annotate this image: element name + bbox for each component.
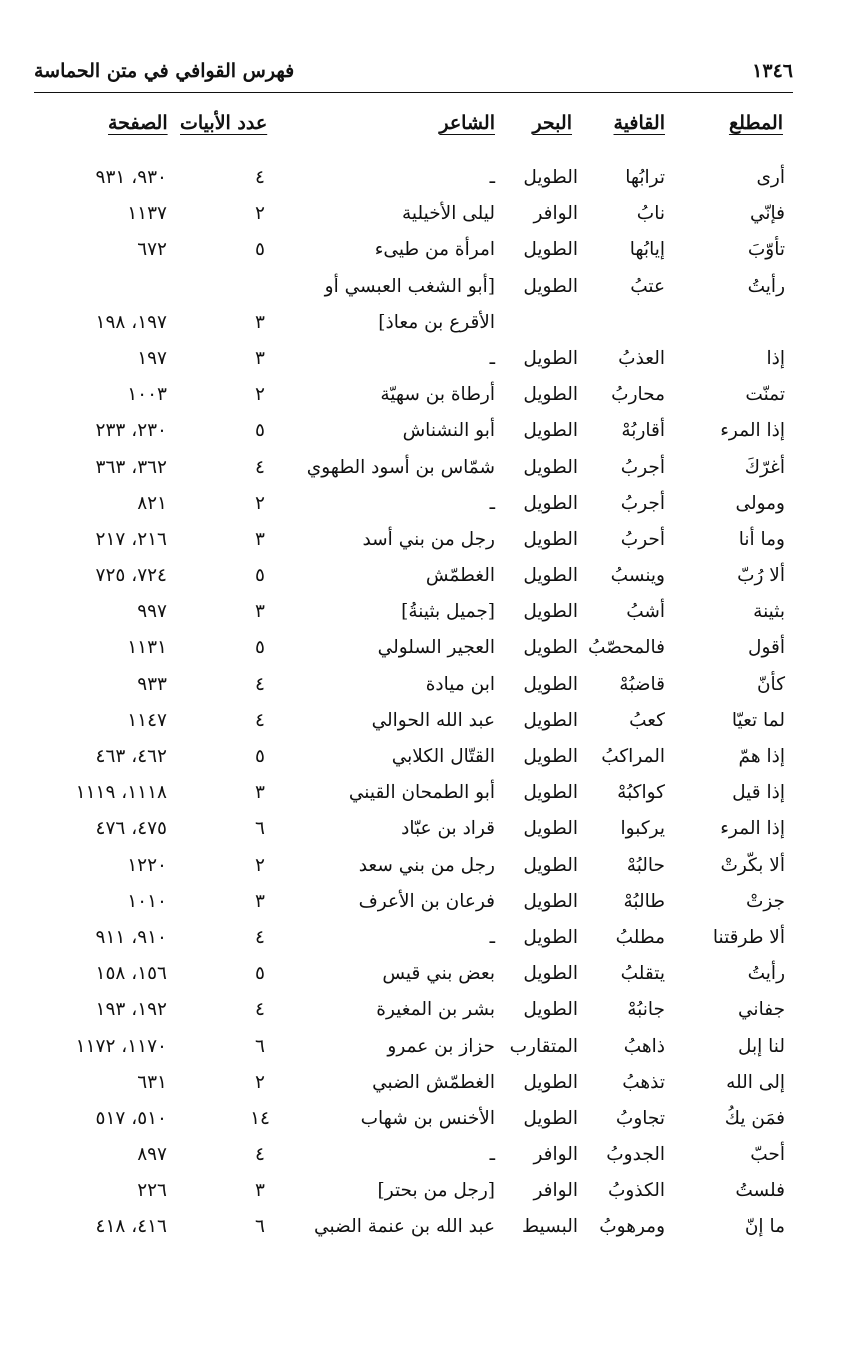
page-number: ١٣٤٦ (752, 60, 793, 82)
page-refs: ١١٣١ (127, 637, 167, 659)
table-row (0, 667, 855, 703)
table-row (0, 196, 855, 232)
meter: الطويل (523, 601, 578, 623)
verse-count: ٤ (255, 456, 265, 478)
rhyme-word: كعبُ (629, 709, 665, 731)
table-row (0, 1101, 855, 1137)
rhyme-word: أجربُ (620, 456, 665, 478)
verse-count: ٤ (255, 673, 265, 695)
meter: الطويل (523, 528, 578, 550)
table-row (0, 1173, 855, 1209)
meter: البسيط (521, 1216, 578, 1238)
meter: الطويل (523, 890, 578, 912)
header-rule (34, 92, 793, 93)
table-row (0, 558, 855, 594)
verse-count: ٤ (255, 999, 265, 1021)
meter: الطويل (523, 999, 578, 1021)
verse-count: ٦ (255, 1035, 265, 1057)
meter: الطويل (523, 926, 578, 948)
first-word: رأيتُ (747, 275, 785, 297)
verse-count: ٥ (255, 637, 265, 659)
verse-count: ٤ (255, 167, 265, 188)
meter: الوافر (533, 1180, 578, 1202)
verse-count: ٥ (255, 565, 265, 587)
table-row (0, 377, 855, 413)
table-row (0, 775, 855, 811)
meter: المتقارب (509, 1035, 578, 1057)
verse-count: ٢ (255, 854, 265, 876)
verse-count: ٣ (255, 1180, 265, 1202)
poet: الأقرع بن معاذ] (378, 311, 495, 333)
page-refs: ٤١٦، ٤١٨ (95, 1216, 167, 1238)
meter: الطويل (523, 492, 578, 514)
table-row (0, 884, 855, 920)
rhyme-word: مطلبُ (615, 926, 665, 948)
first-word: جفاني (738, 999, 785, 1021)
first-word: فمَن يكُ (724, 1107, 785, 1129)
poet: [رجل من بحتر] (377, 1180, 495, 1202)
page-refs: ١٩٧ (137, 347, 167, 369)
table-row (0, 920, 855, 956)
page-refs: ٧٢٤، ٧٢٥ (95, 565, 167, 587)
running-title: فهرس القوافي في متن الحماسة (34, 60, 295, 82)
page-refs: ٤٦٢، ٤٦٣ (95, 746, 167, 767)
meter: الطويل (523, 782, 578, 804)
rhyme-word: وينسبُ (610, 565, 665, 587)
rhyme-word: محاربُ (611, 384, 665, 406)
table-row (0, 956, 855, 992)
first-word: فإنّي (749, 203, 785, 225)
page-refs: ١٥٦، ١٥٨ (95, 963, 167, 985)
poet: امرأة من طيىء (374, 239, 495, 261)
verse-count: ٣ (255, 890, 265, 912)
poet: عبد الله الحوالي (371, 709, 495, 731)
rhyme-word: أجربُ (620, 492, 665, 514)
table-row (0, 992, 855, 1028)
verse-count: ٥ (255, 746, 265, 767)
page-refs: ٣٦٢، ٣٦٣ (95, 456, 167, 478)
first-word: كأنّ (756, 673, 785, 695)
page-refs: ١٠٠٣ (127, 384, 167, 406)
page-refs: ١٩٢، ١٩٣ (95, 999, 167, 1021)
verse-count: ٣ (255, 528, 265, 550)
first-word: تأوّبَ (747, 239, 785, 261)
table-row (0, 1065, 855, 1101)
first-word: جزتْ (745, 890, 785, 912)
table-row (0, 630, 855, 666)
verse-count: ٦ (255, 1216, 265, 1238)
table-row (0, 811, 855, 847)
poet: ـ (489, 926, 495, 948)
table-row (0, 341, 855, 377)
rhyme-word: ومرهوبُ (599, 1216, 665, 1238)
rhyme-word: حالبُهْ (626, 854, 665, 876)
table-row (0, 232, 855, 268)
first-word: ما إنّ (744, 1216, 785, 1238)
first-word: تمنّت (745, 384, 785, 406)
verse-count: ٣ (255, 782, 265, 804)
first-word: لنا إبل (737, 1035, 785, 1057)
meter: الطويل (523, 963, 578, 985)
page-refs: ٤٧٥، ٤٧٦ (95, 818, 167, 840)
page-refs: ٢٢٦ (137, 1180, 167, 1202)
meter: الطويل (523, 167, 578, 188)
meter: الطويل (523, 1107, 578, 1129)
first-word: أحبّ (750, 1144, 785, 1166)
page-refs: ١١١٨، ١١١٩ (75, 782, 167, 804)
rhyme-word: الجدوبُ (606, 1144, 665, 1166)
page-refs: ١٩٧، ١٩٨ (95, 311, 167, 333)
meter: الوافر (533, 203, 578, 225)
column-header-shaer: الشاعر (439, 112, 495, 134)
rhyme-word: يركبوا (620, 818, 665, 840)
verse-count: ٥ (255, 963, 265, 985)
first-word: إذا (766, 347, 785, 369)
page-refs: ٨٩٧ (137, 1144, 167, 1166)
page-refs: ٩١٠، ٩١١ (95, 926, 167, 948)
poet: أبو النشناش (402, 420, 495, 442)
first-word: أرى (756, 167, 785, 188)
meter: الطويل (523, 709, 578, 731)
page-refs: ١١٤٧ (127, 709, 167, 731)
index-table (0, 160, 855, 1246)
first-word: إذا المرء (720, 818, 785, 840)
table-row (0, 522, 855, 558)
meter: الطويل (523, 1071, 578, 1093)
page-refs: ١١٣٧ (127, 203, 167, 225)
table-row (0, 703, 855, 739)
rhyme-word: كواكبُهْ (617, 782, 665, 804)
page-refs: ٩٣٠، ٩٣١ (95, 167, 167, 188)
table-row (0, 450, 855, 486)
page-refs: ١٠١٠ (127, 890, 167, 912)
poet: بشر بن المغيرة (376, 999, 495, 1021)
table-row (0, 486, 855, 522)
rhyme-word: الكذوبُ (607, 1180, 665, 1202)
first-word: إذا همّ (738, 746, 785, 767)
poet: [جميل بثينةُ] (401, 601, 495, 623)
table-row (0, 1209, 855, 1245)
poet: فرعان بن الأعرف (358, 890, 495, 912)
poet: ليلى الأخيلية (402, 203, 495, 225)
table-row (0, 1029, 855, 1065)
column-header-qafiya: القافية (613, 112, 665, 134)
rhyme-word: عتبُ (630, 275, 665, 297)
first-word: لما تعيّا (731, 709, 785, 731)
poet: رجل من بني أسد (362, 528, 495, 550)
rhyme-word: تذهبُ (622, 1071, 665, 1093)
verse-count: ٢ (255, 1071, 265, 1093)
column-header-count: عدد الأبيات (180, 112, 268, 134)
verse-count: ٥ (255, 239, 265, 261)
table-row (0, 848, 855, 884)
table-row (0, 413, 855, 449)
meter: الطويل (523, 854, 578, 876)
poet: أبو الطمحان القيني (348, 782, 495, 804)
verse-count: ٤ (255, 926, 265, 948)
meter: الطويل (523, 565, 578, 587)
rhyme-word: قاضبُهْ (619, 673, 665, 695)
column-header-matla: المطلع (728, 112, 783, 134)
rhyme-word: تجاوبُ (615, 1107, 665, 1129)
page-refs: ٢٣٠، ٢٣٣ (95, 420, 167, 442)
page-refs: ١٢٢٠ (127, 854, 167, 876)
poet: ابن ميادة (425, 673, 495, 695)
table-row (0, 594, 855, 630)
poet: ـ (489, 492, 495, 514)
verse-count: ٢ (255, 384, 265, 406)
first-word: أغرّكَ (744, 456, 785, 478)
page-refs: ٦٧٢ (137, 239, 167, 261)
meter: الطويل (523, 347, 578, 369)
rhyme-word: يتقلبُ (620, 963, 665, 985)
meter: الطويل (523, 637, 578, 659)
page-refs: ٩٩٧ (137, 601, 167, 623)
rhyme-word: ترابُها (625, 167, 665, 188)
first-word: ألا بكّرتْ (720, 854, 785, 876)
verse-count: ٣ (255, 347, 265, 369)
rhyme-word: طالبُهْ (623, 890, 665, 912)
poet: رجل من بني سعد (358, 854, 495, 876)
poet: [أبو الشغب العبسي أو (324, 275, 495, 297)
rhyme-word: إيابُها (629, 239, 665, 261)
poet: أرطاة بن سهيّة (380, 384, 495, 406)
meter: الطويل (523, 673, 578, 695)
poet: عبد الله بن عنمة الضبي (314, 1216, 495, 1238)
column-header-bahr: البحر (532, 112, 572, 134)
rhyme-word: فالمحصّبُ (588, 637, 665, 659)
verse-count: ٤ (255, 709, 265, 731)
rhyme-word: العذبُ (618, 347, 665, 369)
rhyme-word: المراكبُ (601, 746, 665, 767)
table-row (0, 160, 855, 196)
meter: الطويل (523, 818, 578, 840)
poet: قراد بن عبّاد (401, 818, 495, 840)
poet: بعض بني قيس (382, 963, 495, 985)
rhyme-word: أقاربُهْ (621, 420, 665, 442)
verse-count: ٣ (255, 311, 265, 333)
first-word: وما أنا (738, 528, 785, 550)
verse-count: ٣ (255, 601, 265, 623)
first-word: إلى الله (726, 1071, 785, 1093)
table-row (0, 1137, 855, 1173)
first-word: ومولى (735, 492, 785, 514)
first-word: رأيتُ (747, 963, 785, 985)
first-word: ألا طرقتنا (712, 926, 785, 948)
page-refs: ٨٢١ (137, 492, 167, 514)
rhyme-word: أحربُ (620, 528, 665, 550)
meter: الطويل (523, 746, 578, 767)
first-word: إذا قيل (732, 782, 785, 804)
verse-count: ١٤ (250, 1107, 270, 1129)
meter: الطويل (523, 384, 578, 406)
poet: شمّاس بن أسود الطهوي (306, 456, 495, 478)
table-row (0, 305, 855, 341)
page-refs: ٢١٦، ٢١٧ (95, 528, 167, 550)
poet: ـ (489, 347, 495, 369)
meter: الطويل (523, 275, 578, 297)
verse-count: ٢ (255, 492, 265, 514)
poet: العجير السلولي (377, 637, 495, 659)
rhyme-word: جانبُهْ (627, 999, 665, 1021)
first-word: بثينة (753, 601, 785, 623)
poet: ـ (489, 1144, 495, 1166)
meter: الطويل (523, 420, 578, 442)
meter: الطويل (523, 239, 578, 261)
meter: الوافر (533, 1144, 578, 1166)
poet: حزاز بن عمرو (387, 1035, 495, 1057)
first-word: أقول (748, 637, 785, 659)
rhyme-word: أشبُ (626, 601, 665, 623)
poet: الأخنس بن شهاب (360, 1107, 495, 1129)
poet: الغطمّش (425, 565, 495, 587)
table-row (0, 269, 855, 305)
meter: الطويل (523, 456, 578, 478)
page-refs: ٩٣٣ (137, 673, 167, 695)
column-header-pages: الصفحة (108, 112, 168, 134)
page-refs: ١١٧٠، ١١٧٢ (75, 1035, 167, 1057)
first-word: ألا رُبّ (737, 565, 785, 587)
first-word: فلستُ (735, 1180, 785, 1202)
page-refs: ٦٣١ (137, 1071, 167, 1093)
rhyme-word: ذاهبُ (623, 1035, 665, 1057)
verse-count: ٦ (255, 818, 265, 840)
poet: ـ (489, 167, 495, 188)
verse-count: ٤ (255, 1144, 265, 1166)
rhyme-word: نابُ (636, 203, 665, 225)
poet: الغطمّش الضبي (372, 1071, 495, 1093)
first-word: إذا المرء (720, 420, 785, 442)
table-row (0, 739, 855, 775)
verse-count: ٥ (255, 420, 265, 442)
poet: القتّال الكلابي (391, 746, 495, 767)
verse-count: ٢ (255, 203, 265, 225)
page-refs: ٥١٠، ٥١٧ (95, 1107, 167, 1129)
